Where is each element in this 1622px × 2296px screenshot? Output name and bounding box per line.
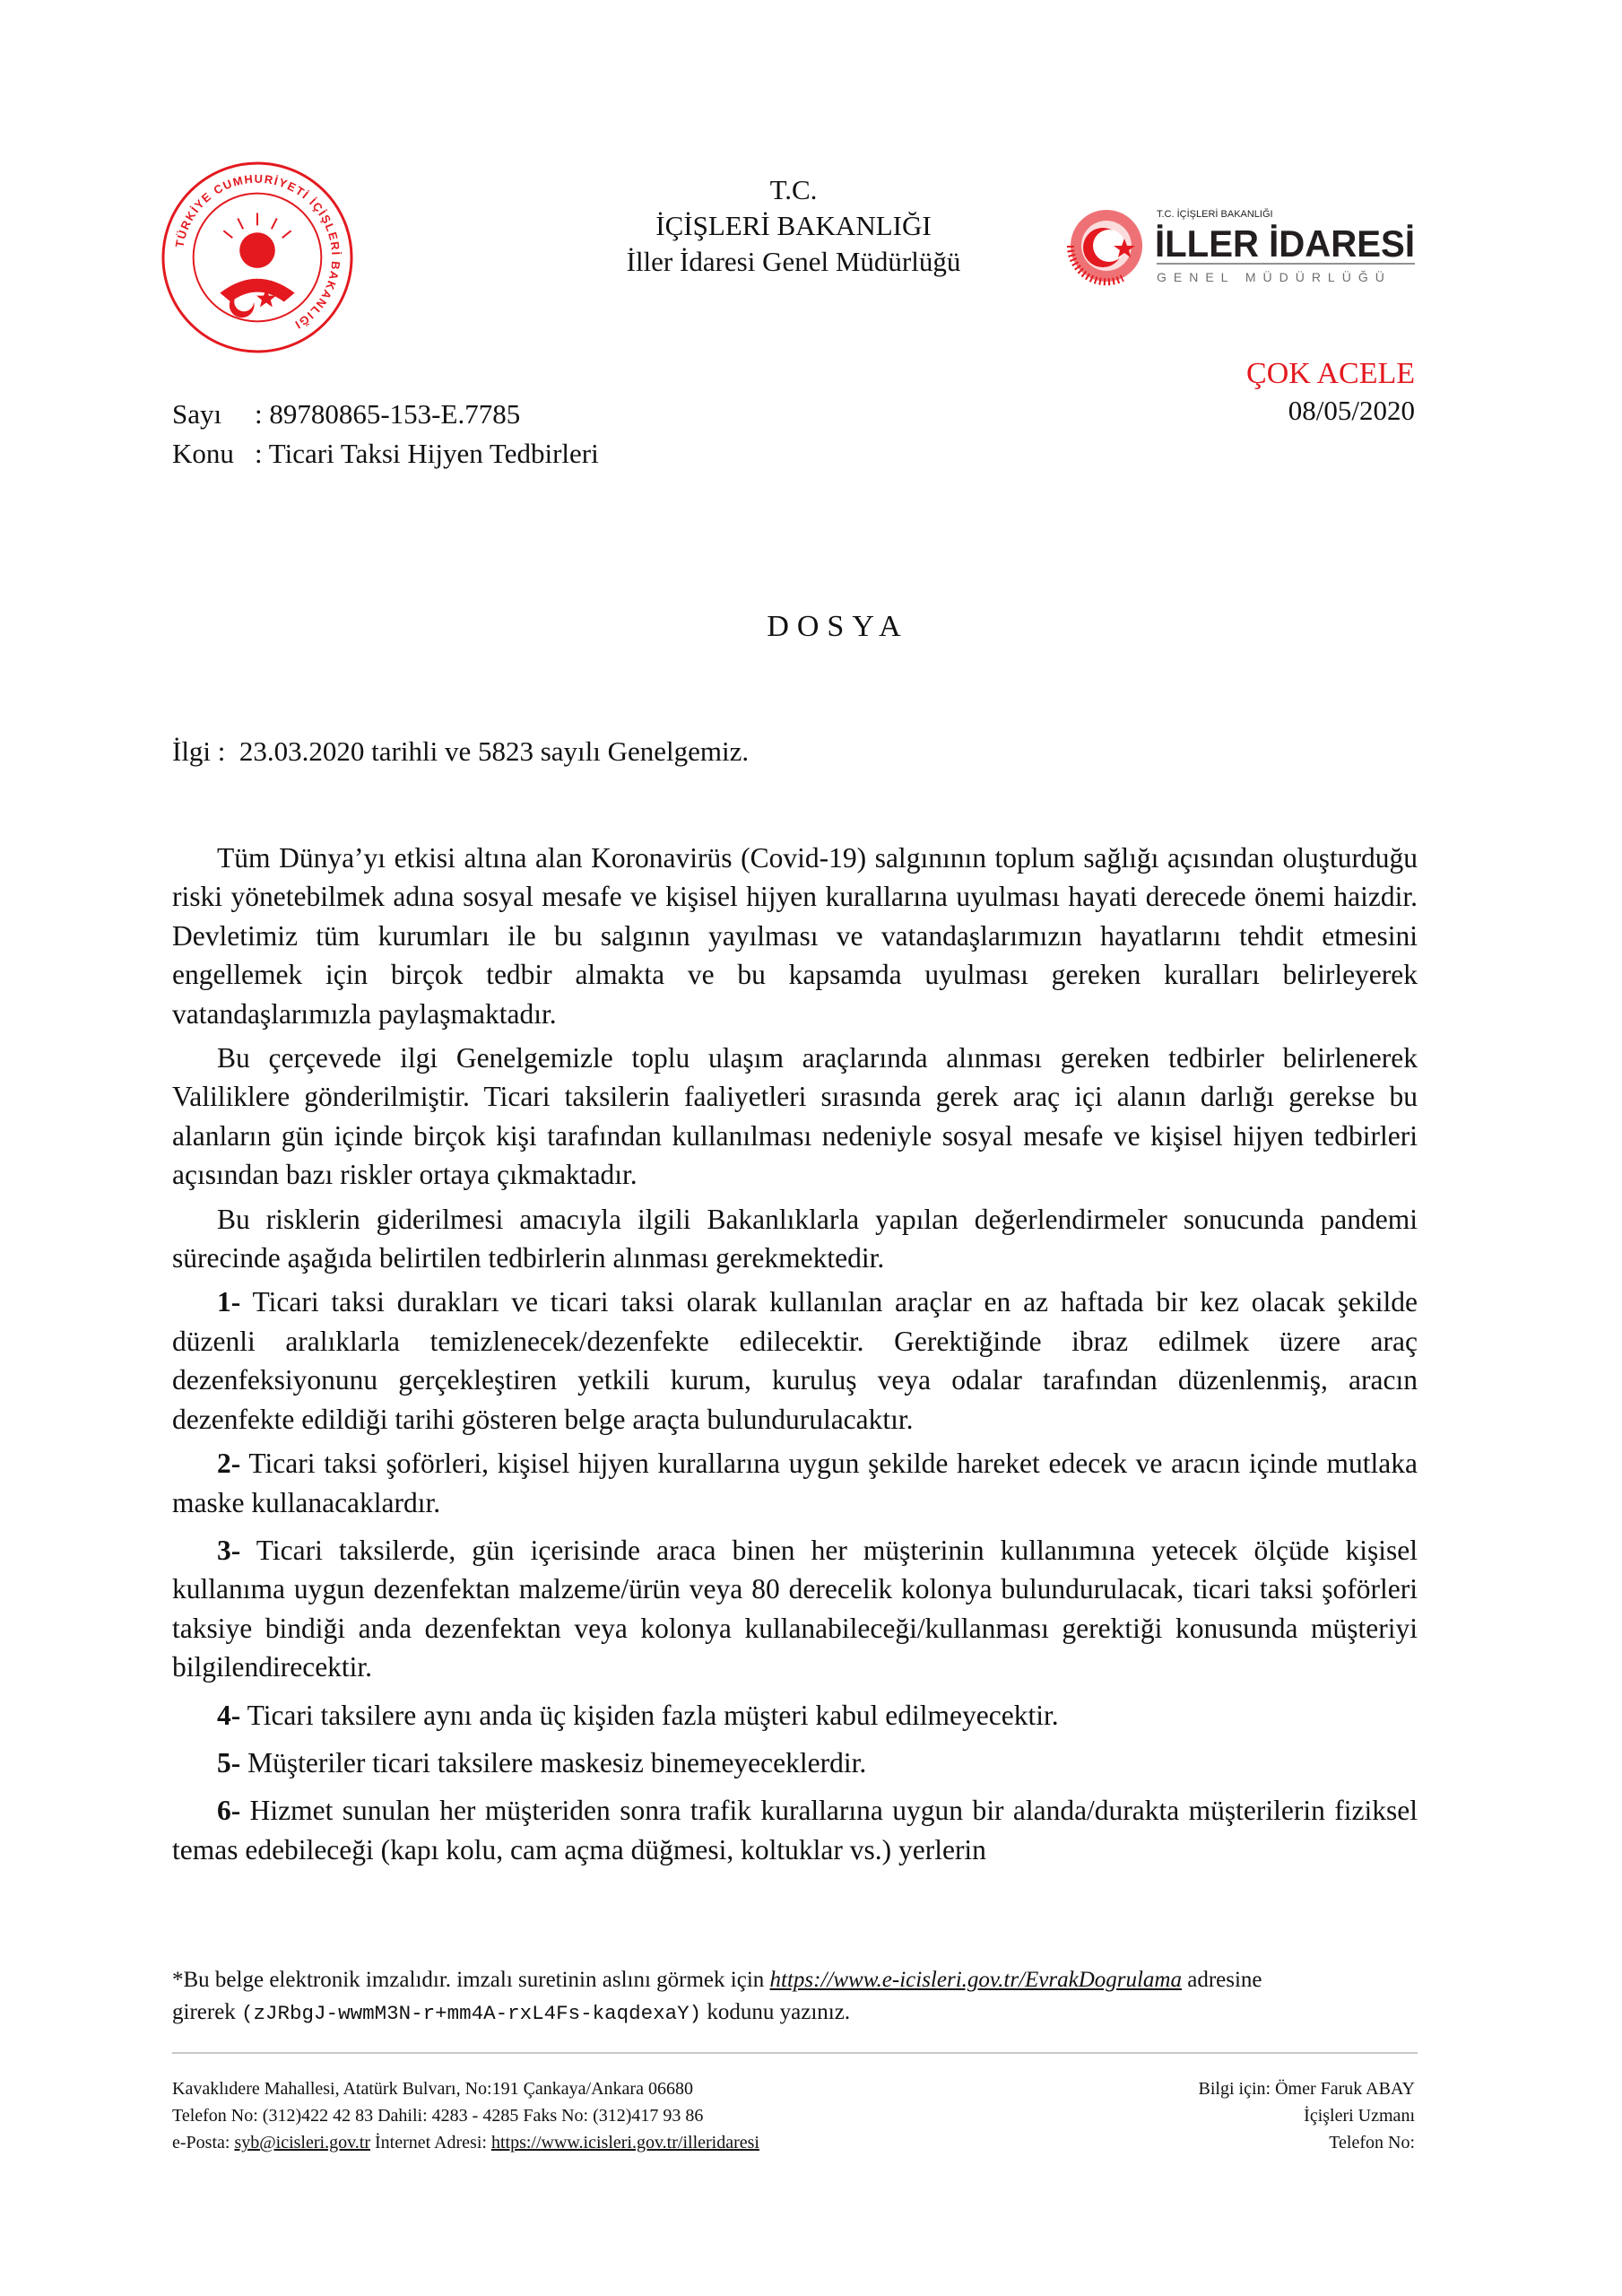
ilgi-value: 23.03.2020 tarihli ve 5823 sayılı Genelgemiz. — [239, 735, 750, 767]
measure-item: 2- Ticari taksi şoförleri, kişisel hijyen kurallarına uygun şekilde hareket edecek ve aracın içinde mutlaka maske kullanacaklardır. — [172, 1448, 1418, 1518]
sayi-row — [172, 395, 599, 434]
konu-label: Konu — [172, 438, 234, 469]
measure-item: 3- Ticari taksilerde, gün içerisinde araca binen her müşterinin kullanımına yetecek ölçüde kişisel kullanıma uygun dezenfektan malzeme/ürün veya 80 derecelik kolonya bulundurulacak, ticari taksi şoförleri taksiye bindiği anda dezenfektan veya kolonya kullanabileceği/kullanması gerektiği konusunda müşteriyi bilgilendirecektir. — [172, 1534, 1418, 1683]
e-signature-note — [172, 1964, 1427, 2030]
konu-row — [172, 434, 599, 474]
reference-line — [172, 735, 749, 768]
document-title: DOSYA — [767, 610, 909, 643]
document-body — [172, 839, 1418, 1874]
footer-contact: e-Posta: syb@icisleri.gov.tr İnternet Adresi: https://www.icisleri.gov.tr/illeridaresi — [172, 2133, 759, 2152]
footer-divider — [172, 2052, 1418, 2054]
header-ministry: İÇİŞLERİ BAKANLIĞI — [655, 210, 932, 241]
sayi-label: Sayı — [172, 398, 222, 430]
ilgi-label: İlgi : — [172, 735, 226, 767]
info-contact-person: Bilgi için: Ömer Faruk ABAY — [1198, 2079, 1415, 2099]
seal-text: TÜRKİYE CUMHURİYETİ İÇİŞLERİ BAKANLIĞI — [172, 171, 343, 333]
footer-phone: Telefon No: (312)422 42 83 Dahili: 4283 - 4285 Faks No: (312)417 93 86 — [172, 2106, 704, 2126]
ministry-seal-logo — [160, 160, 355, 355]
body-paragraph: Bu risklerin giderilmesi amacıyla ilgili Bakanlıklarla yapılan değerlendirmeler sonucunda pandemi sürecinde aşağıda belirtilen tedbirlerin alınması gerekmektedir. — [172, 1203, 1418, 1274]
footer-info-block — [1058, 2075, 1415, 2156]
verification-link[interactable]: https://www.e-icisleri.gov.tr/EvrakDogrulama — [769, 1968, 1182, 1992]
note-text: adresine — [1187, 1968, 1262, 1992]
measure-item: 4- Ticari taksilere aynı anda üç kişiden fazla müşteri kabul edilmeyecektir. — [217, 1699, 1059, 1731]
document-meta — [172, 395, 599, 474]
logo-main-text: İLLER İDARESİ — [1155, 222, 1415, 265]
institution-header — [538, 172, 1049, 280]
urgency-stamp: ÇOK ACELE — [1246, 357, 1415, 390]
note-text: kodunu yazınız. — [707, 2000, 851, 2024]
footer-address-block — [172, 2075, 759, 2156]
email-link[interactable]: syb@icisleri.gov.tr — [234, 2133, 370, 2152]
logo-sub-text: GENEL MÜDÜRLÜĞÜ — [1157, 270, 1392, 284]
measure-item: 6- Hizmet sunulan her müşteriden sonra trafik kurallarına uygun bir alanda/durakta müşterilerin fiziksel temas edebileceği (kapı kolu, cam açma düğmesi, koltuklar vs.) yerlerin — [172, 1795, 1418, 1866]
header-tc: T.C. — [769, 174, 818, 205]
footer-address: Kavaklıdere Mahallesi, Atatürk Bulvarı, No:191 Çankaya/Ankara 06680 — [172, 2079, 693, 2099]
document-date: 08/05/2020 — [1288, 395, 1415, 426]
measure-item: 5- Müşteriler ticari taksilere maskesiz binemeyeceklerdir. — [217, 1746, 867, 1779]
body-paragraph: Tüm Dünya’yı etkisi altına alan Koronavirüs (Covid-19) salgınının toplum sağlığı açısından oluşturduğu riski yönetebilmek adına sosyal mesafe ve kişisel hijyen kurallarına uyulması hayati derecede önemi haizdir. Devletimiz tüm kurumları ile bu salgının yayılması ve vatandaşlarımızın hayatlarını tehdit etmesini engellemek için birçok tedbir almakta ve bu kapsamda uyulması gereken kuralları belirleyerek vatandaşlarımızla paylaşmaktadır. — [172, 842, 1418, 1030]
website-link[interactable]: https://www.icisleri.gov.tr/illeridaresi — [490, 2133, 759, 2152]
header-directorate: İller İdaresi Genel Müdürlüğü — [626, 246, 961, 277]
body-paragraph: Bu çerçevede ilgi Genelgemizle toplu ulaşım araçlarında alınması gereken tedbirler belirlenerek Valiliklere gönderilmiştir. Ticari taksilerin faaliyetleri sırasında gerek araç içi alanın darlığı gerekse bu alanların gün içinde birçok kişi tarafından kullanılması nedeniyle sosyal mesafe ve kişisel hijyen tedbirleri açısından bazı riskler ortaya çıkmaktadır. — [172, 1042, 1418, 1191]
konu-value: : Ticari Taksi Hijyen Tedbirleri — [255, 438, 599, 469]
verification-code: (zJRbgJ-wwmM3N-r+mm4A-rxL4Fs-kaqdexaY) — [241, 2002, 702, 2025]
info-title: İçişleri Uzmanı — [1304, 2106, 1415, 2126]
iller-idaresi-logo — [1065, 201, 1417, 291]
sayi-value: : 89780865-153-E.7785 — [255, 398, 521, 430]
note-text: *Bu belge elektronik imzalıdır. imzalı suretinin aslını görmek için — [172, 1968, 765, 1992]
measure-item: 1- Ticari taksi durakları ve ticari taksi olarak kullanılan araçlar en az haftada bir kez olacak şekilde düzenli aralıklarla temizlenecek/dezenfekte edilecektir. Gerektiğinde ibraz edilmek üzere araç dezenfeksiyonunu gerçekleştiren yetkili kurum, kuruluş veya odalar tarafından düzenlenmiş, aracın dezenfekte edildiği tarihi gösteren belge araçta bulundurulacaktır. — [172, 1286, 1418, 1435]
info-phone: Telefon No: — [1329, 2133, 1415, 2152]
note-text: girerek — [172, 2000, 236, 2024]
logo-small-text: T.C. İÇİŞLERİ BAKANLIĞI — [1157, 209, 1273, 220]
